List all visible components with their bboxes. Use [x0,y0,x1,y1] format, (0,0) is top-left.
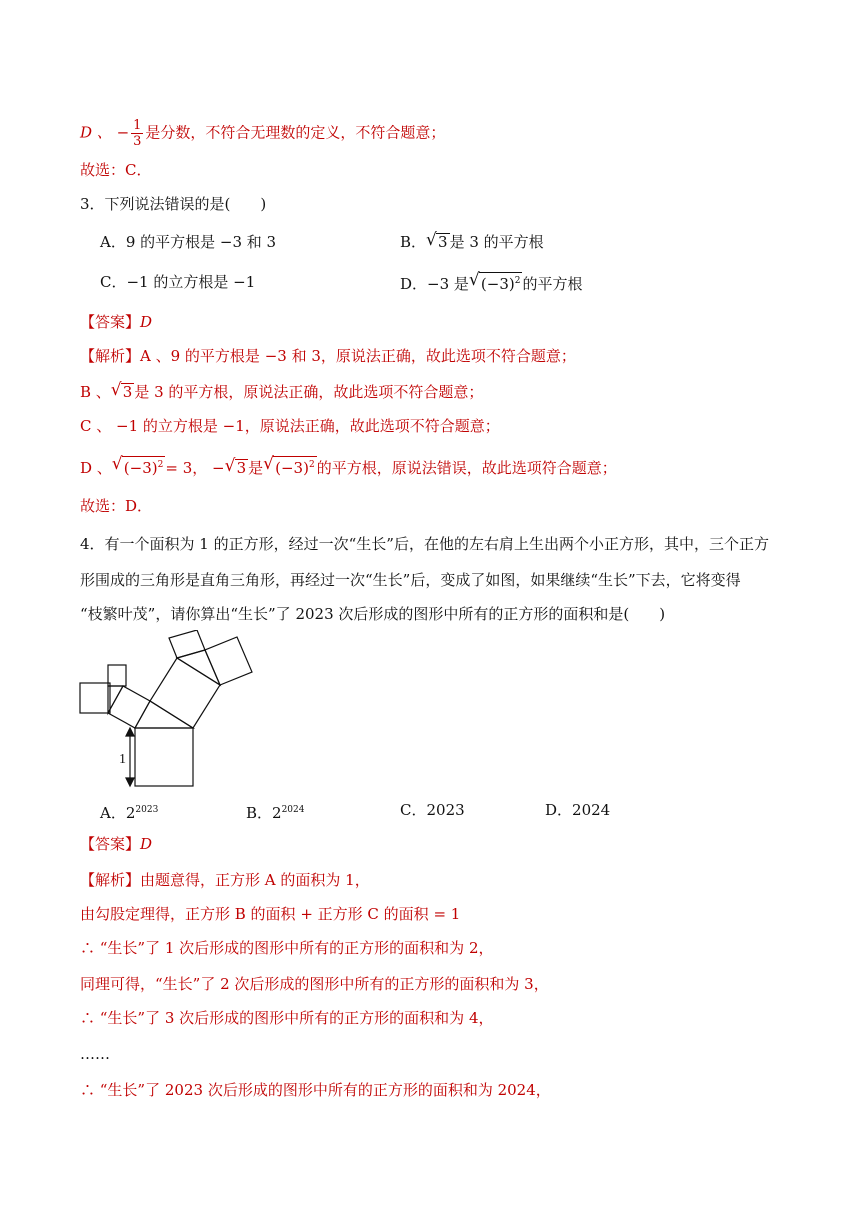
line-d-fraction [80,118,445,149]
explanation-3-c: C 、 −1 的立方根是 −1，原说法正确，故此选项不符合题意； [80,417,500,435]
choose-line-1: 故选：C． [80,161,152,179]
q4-option-c: C．2023 [400,801,465,819]
q3-option-c: C．−1 的立方根是 −1 [100,273,256,291]
figure-label: 1 [119,752,126,767]
sqrt: √ 3 [426,230,448,251]
d-prefix: D 、 − [80,123,130,142]
explanation-3-b: B 、 √ 3 是 3 的平方根，原说法正确，故此选项不符合题意； [80,380,484,401]
question-4-line-1: 4．有一个面积为 1 的正方形，经过一次“生长”后，在他的左右肩上生出两个小正方形，其中，三个正方 [80,535,769,553]
q3-option-a: A．9 的平方根是 −3 和 3 [100,233,277,251]
answer-3: 【答案】D [80,313,153,331]
question-4-line-2: 形围成的三角形是直角三角形，再经过一次“生长”后，变成了如图，如果继续“生长”下去，它将变得 [80,571,741,589]
q4-option-d: D．2024 [545,801,611,819]
explanation-4-4: 同理可得，“生长”了 2 次后形成的图形中所有的正方形的面积和为 3， [80,975,549,993]
explanation-4-5: ∴ “生长”了 3 次后形成的图形中所有的正方形的面积和为 4， [80,1009,494,1027]
triangle-right-2 [177,650,220,685]
question-4-line-3: “枝繁叶茂”，请你算出“生长”了 2023 次后形成的图形中所有的正方形的面积和是( ) [80,605,666,623]
fraction: $\frac{1}{3}$ [133,118,142,149]
explanation-4-3: ∴ “生长”了 1 次后形成的图形中所有的正方形的面积和为 2， [80,939,494,957]
choose-line-3: 故选：D． [80,497,153,515]
q4-option-b: B．$2^{2024}$ [246,804,305,822]
sqrt: √ 3 [224,456,247,477]
explanation-4-7: ∴ “生长”了 2023 次后形成的图形中所有的正方形的面积和为 2024， [80,1081,551,1099]
sqrt: √ 3 [110,380,133,401]
sqrt: √ $(-3)^2$ [111,454,164,477]
explanation-4-ellipsis: …… [80,1045,110,1063]
right-small-square-a [169,630,205,658]
left-small-square-a [80,683,110,713]
right-square [150,658,220,728]
explanation-4-2: 由勾股定理得，正方形 B 的面积 + 正方形 C 的面积 = 1 [80,905,461,923]
arrow-up-icon [126,728,134,736]
pythagoras-tree-figure [78,630,278,790]
right-small-square-b [205,637,252,685]
triangle-level-1 [135,701,193,728]
q3-option-b: B． √ 3 是 3 的平方根 [400,230,544,251]
q4-option-a: A．$2^{2023}$ [100,804,159,822]
sqrt: √ $(-3)^2$ [263,454,315,477]
d-suffix: 是分数，不符合无理数的定义，不符合题意； [145,123,446,142]
left-square [108,686,150,728]
left-small-square-b [108,665,126,686]
question-3-stem: 3．下列说法错误的是( ) [80,195,267,213]
q3-option-d: D．−3 是 √ $(-3)^2$ 的平方根 [400,270,583,293]
sqrt: √ $(-3)^2$ [468,270,521,293]
base-square [135,728,193,786]
answer-4: 【答案】D [80,835,153,853]
explanation-3-d: D 、 √ $(-3)^2 = 3$， − √ 3 是 √ $(-3)^2$ 的平方根，原说法错误，故此选项符合题意； [80,454,617,477]
arrow-down-icon [126,778,134,786]
explanation-4-1: 【解析】由题意得，正方形 A 的面积为 1， [80,871,370,889]
explanation-3-a: 【解析】A 、9 的平方根是 −3 和 3，原说法正确，故此选项不符合题意； [80,347,576,365]
